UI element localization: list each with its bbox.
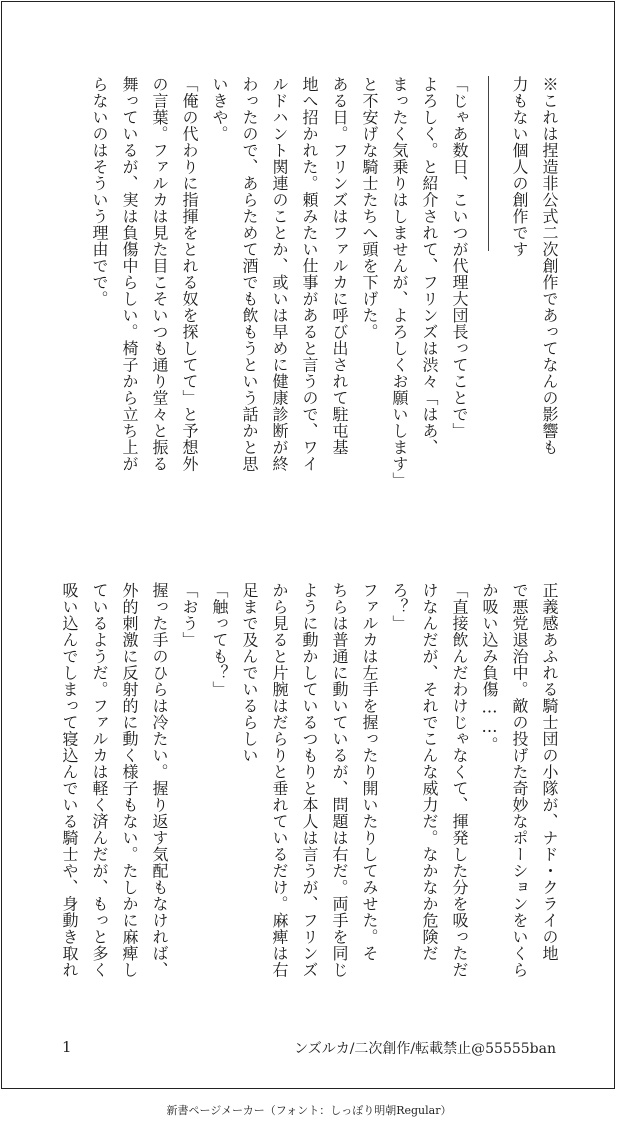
text-line: わったので、あらためて酒でも飲もうという話かと思 (240, 76, 259, 472)
text-line: いきや。 (210, 76, 229, 142)
generator-caption: 新書ページメーカー（フォント：しっぽり明朝Regular） (166, 1104, 452, 1117)
text-line: ファルカは左手を握ったり開いたりしてみせた。そ (360, 582, 379, 962)
text-line: 握った手のひらは冷たい。握り返す気配もなければ、 (150, 582, 169, 978)
text-line: まったく気乗りはしませんが、よろしくお願いします」 (390, 76, 409, 489)
text-line: 足まで及んでいるらしい (240, 582, 259, 764)
text-line: ちらは普通に動いているが、問題は右だ。両手を同じ (330, 582, 349, 978)
text-line: か吸い込み負傷……。 (480, 582, 499, 753)
notice-line-1: ※これは捏造非公式二次創作であってなんの影響も (540, 76, 559, 456)
text-line: で悪党退治中。敵の投げた奇妙なポーションをいくら (510, 582, 529, 978)
text-line: 「触っても？」 (210, 582, 229, 698)
text-line: 「おう」 (180, 582, 199, 648)
text-line: ように動かしているつもりと本人は言うが、フリンズ (300, 582, 319, 978)
text-line: の言葉。ファルカは見た目こそいつも通り堂々と振る (150, 76, 169, 472)
separator-rule (474, 76, 504, 251)
text-line: 正義感あふれる騎士団の小隊が、ナド・クライの地 (540, 582, 559, 962)
text-line: 「俺の代わりに指揮をとれる奴を探してて」と予想外 (180, 76, 199, 472)
text-line: から見ると片腕はだらりと垂れているだけ。麻痺は右 (270, 582, 289, 978)
text-line: 舞っているが、実は負傷中らしい。椅子から立ち上が (120, 76, 139, 472)
footer-credit: ンズルカ/二次創作/転載禁止@55555ban (294, 1041, 556, 1057)
text-line: ルドハント関連のことか、或いは早めに健康診断が終 (270, 76, 289, 472)
text-line: ある日。フリンズはファルカに呼び出されて駐屯基 (330, 76, 349, 456)
text-column-upper (44, 76, 564, 568)
text-line: 吸い込んでしまって寝込んでいる騎士や、身動き取れ (60, 582, 79, 978)
text-line: らないのはそういう理由でで。 (90, 76, 109, 307)
text-line: けなんだが、それでこんな威力だ。なかなか危険だ (420, 582, 439, 962)
text-line: 「じゃあ数日、こいつが代理大団長ってことで」 (450, 76, 469, 439)
text-line: と不安げな騎士たちへ頭を下げた。 (360, 76, 379, 340)
text-column-lower (44, 582, 564, 1016)
text-line: ろ？」 (390, 582, 409, 632)
page-number: 1 (62, 1038, 72, 1056)
text-line: ているようだ。ファルカは軽く済んだが、もっと多く (90, 582, 109, 978)
notice-line-2: 力もない個人の創作です (510, 76, 529, 258)
text-line: 「直接飲んだわけじゃなくて、揮発した分を吸っただ (450, 582, 469, 978)
text-line: よろしく。と紹介されて、フリンズは渋々「はあ、 (420, 76, 439, 456)
text-line: 地へ招かれた。頼みたい仕事があると言うので、ワイ (300, 76, 319, 472)
book-page (1, 1, 615, 1089)
text-line: 外的刺激に反射的に動く様子もない。たしかに麻痺し (120, 582, 139, 978)
